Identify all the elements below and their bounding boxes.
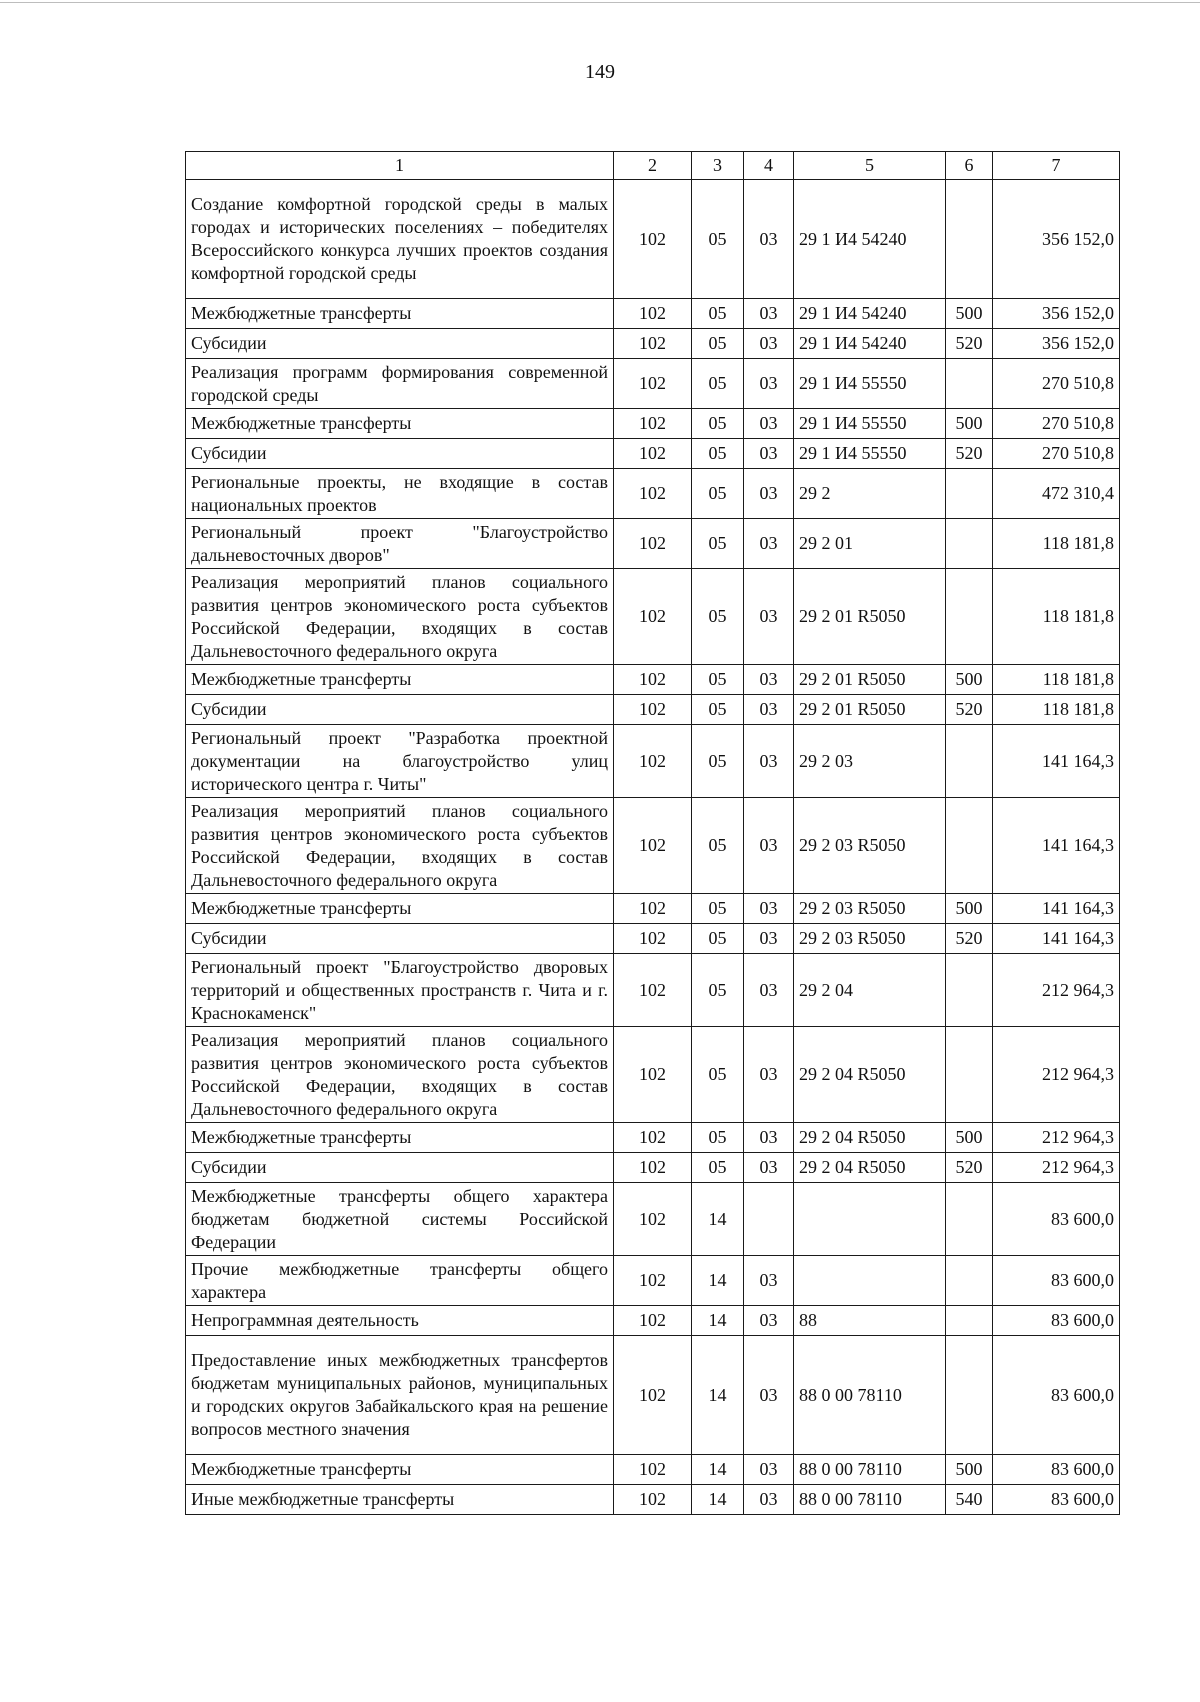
cell-code-6: 520 (946, 1153, 993, 1183)
cell-code-5: 29 2 (794, 469, 946, 519)
cell-code-3: 05 (692, 359, 744, 409)
table-row (186, 924, 1120, 954)
cell-code-5 (794, 1183, 946, 1256)
cell-amount: 83 600,0 (993, 1455, 1120, 1485)
cell-amount: 141 164,3 (993, 725, 1120, 798)
cell-code-6 (946, 519, 993, 569)
row-name: Непрограммная деятельность (186, 1306, 614, 1336)
cell-code-2: 102 (614, 954, 692, 1027)
cell-code-6 (946, 798, 993, 894)
header-col-2: 2 (614, 152, 692, 180)
cell-code-2: 102 (614, 1027, 692, 1123)
row-name: Межбюджетные трансферты (186, 299, 614, 329)
table-row (186, 1256, 1120, 1306)
cell-code-6: 500 (946, 894, 993, 924)
cell-amount: 83 600,0 (993, 1183, 1120, 1256)
cell-code-3: 05 (692, 924, 744, 954)
cell-code-5: 29 1 И4 54240 (794, 299, 946, 329)
cell-code-2: 102 (614, 299, 692, 329)
cell-code-4: 03 (744, 1153, 794, 1183)
table-row (186, 798, 1120, 894)
cell-amount: 83 600,0 (993, 1256, 1120, 1306)
cell-code-5: 29 2 03 R5050 (794, 894, 946, 924)
row-name: Субсидии (186, 439, 614, 469)
row-name: Создание комфортной городской среды в малых городах и исторических поселениях – победителях Всероссийского конкурса лучших проектов создания комфортной городской среды (186, 180, 614, 299)
table-row (186, 665, 1120, 695)
cell-amount: 356 152,0 (993, 180, 1120, 299)
cell-code-5: 88 0 00 78110 (794, 1485, 946, 1515)
cell-code-3: 05 (692, 329, 744, 359)
cell-amount: 270 510,8 (993, 359, 1120, 409)
cell-amount: 212 964,3 (993, 1153, 1120, 1183)
cell-code-2: 102 (614, 1123, 692, 1153)
table-row (186, 180, 1120, 299)
cell-code-5: 29 2 01 R5050 (794, 695, 946, 725)
cell-code-4: 03 (744, 180, 794, 299)
cell-code-2: 102 (614, 359, 692, 409)
cell-code-3: 05 (692, 469, 744, 519)
cell-code-4: 03 (744, 359, 794, 409)
cell-code-4: 03 (744, 1256, 794, 1306)
cell-code-3: 05 (692, 725, 744, 798)
cell-code-2: 102 (614, 665, 692, 695)
cell-code-6 (946, 725, 993, 798)
cell-code-3: 14 (692, 1455, 744, 1485)
table-row (186, 299, 1120, 329)
cell-code-3: 05 (692, 519, 744, 569)
cell-code-5: 88 0 00 78110 (794, 1336, 946, 1455)
cell-code-5: 29 2 01 R5050 (794, 569, 946, 665)
row-name: Реализация мероприятий планов социального развития центров экономического роста субъектов Российской Федерации, входящих в состав Дальневосточного федерального округа (186, 569, 614, 665)
cell-code-6 (946, 1027, 993, 1123)
cell-code-2: 102 (614, 519, 692, 569)
row-name: Субсидии (186, 695, 614, 725)
cell-code-5: 29 2 03 (794, 725, 946, 798)
cell-code-5: 29 1 И4 55550 (794, 409, 946, 439)
cell-code-6 (946, 954, 993, 1027)
cell-code-3: 05 (692, 439, 744, 469)
cell-code-4: 03 (744, 894, 794, 924)
row-name: Субсидии (186, 329, 614, 359)
cell-code-5: 29 2 03 R5050 (794, 798, 946, 894)
table-row (186, 1183, 1120, 1256)
cell-amount: 118 181,8 (993, 569, 1120, 665)
row-name: Реализация программ формирования современной городской среды (186, 359, 614, 409)
cell-code-4: 03 (744, 665, 794, 695)
row-name: Межбюджетные трансферты (186, 1455, 614, 1485)
cell-amount: 83 600,0 (993, 1485, 1120, 1515)
cell-amount: 212 964,3 (993, 1123, 1120, 1153)
cell-amount: 212 964,3 (993, 954, 1120, 1027)
cell-code-6 (946, 1336, 993, 1455)
table-row (186, 329, 1120, 359)
cell-code-2: 102 (614, 725, 692, 798)
table-row (186, 1306, 1120, 1336)
cell-amount: 270 510,8 (993, 409, 1120, 439)
header-col-4: 4 (744, 152, 794, 180)
table-row (186, 695, 1120, 725)
cell-code-3: 14 (692, 1336, 744, 1455)
cell-code-6: 500 (946, 665, 993, 695)
cell-code-3: 05 (692, 1027, 744, 1123)
cell-code-5: 29 2 01 (794, 519, 946, 569)
row-name: Прочие межбюджетные трансферты общего характера (186, 1256, 614, 1306)
cell-code-2: 102 (614, 1336, 692, 1455)
header-col-6: 6 (946, 152, 993, 180)
page-number: 149 (585, 61, 615, 83)
cell-code-3: 14 (692, 1485, 744, 1515)
cell-code-3: 05 (692, 180, 744, 299)
cell-code-3: 05 (692, 569, 744, 665)
table-row (186, 1153, 1120, 1183)
table-row (186, 954, 1120, 1027)
cell-amount: 118 181,8 (993, 665, 1120, 695)
row-name: Региональный проект "Благоустройство дальневосточных дворов" (186, 519, 614, 569)
table-row (186, 409, 1120, 439)
cell-code-6: 520 (946, 439, 993, 469)
row-name: Иные межбюджетные трансферты (186, 1485, 614, 1515)
cell-code-3: 05 (692, 1123, 744, 1153)
cell-code-2: 102 (614, 1153, 692, 1183)
row-name: Региональные проекты, не входящие в состав национальных проектов (186, 469, 614, 519)
header-col-5: 5 (794, 152, 946, 180)
cell-code-6: 520 (946, 695, 993, 725)
cell-code-3: 14 (692, 1306, 744, 1336)
row-name: Межбюджетные трансферты (186, 409, 614, 439)
table-row (186, 1027, 1120, 1123)
cell-code-3: 14 (692, 1256, 744, 1306)
table-row (186, 1336, 1120, 1455)
row-name: Межбюджетные трансферты общего характера бюджетам бюджетной системы Российской Федерации (186, 1183, 614, 1256)
row-name: Межбюджетные трансферты (186, 665, 614, 695)
cell-code-2: 102 (614, 798, 692, 894)
cell-code-4: 03 (744, 1455, 794, 1485)
cell-code-2: 102 (614, 329, 692, 359)
cell-code-4: 03 (744, 569, 794, 665)
cell-code-6 (946, 1306, 993, 1336)
table-body (186, 180, 1120, 1515)
table-row (186, 1485, 1120, 1515)
row-name: Предоставление иных межбюджетных трансфертов бюджетам муниципальных районов, муниципальных и городских округов Забайкальского края на решение вопросов местного значения (186, 1336, 614, 1455)
cell-code-5: 29 2 04 R5050 (794, 1027, 946, 1123)
cell-code-5: 29 2 01 R5050 (794, 665, 946, 695)
cell-code-3: 05 (692, 954, 744, 1027)
cell-code-4: 03 (744, 1123, 794, 1153)
cell-amount: 141 164,3 (993, 798, 1120, 894)
row-name: Межбюджетные трансферты (186, 894, 614, 924)
cell-code-5: 88 0 00 78110 (794, 1455, 946, 1485)
cell-code-5: 29 1 И4 55550 (794, 359, 946, 409)
cell-code-5: 29 2 04 (794, 954, 946, 1027)
row-name: Реализация мероприятий планов социального развития центров экономического роста субъектов Российской Федерации, входящих в состав Дальневосточного федерального округа (186, 1027, 614, 1123)
cell-amount: 118 181,8 (993, 695, 1120, 725)
cell-code-3: 05 (692, 299, 744, 329)
cell-code-4: 03 (744, 1027, 794, 1123)
cell-amount: 141 164,3 (993, 924, 1120, 954)
cell-code-2: 102 (614, 569, 692, 665)
cell-code-3: 05 (692, 695, 744, 725)
cell-code-4: 03 (744, 725, 794, 798)
cell-code-6: 500 (946, 1455, 993, 1485)
cell-code-2: 102 (614, 439, 692, 469)
row-name: Субсидии (186, 924, 614, 954)
cell-code-2: 102 (614, 894, 692, 924)
cell-code-5: 29 2 04 R5050 (794, 1153, 946, 1183)
cell-code-5: 29 1 И4 54240 (794, 329, 946, 359)
cell-code-2: 102 (614, 1485, 692, 1515)
cell-code-6 (946, 469, 993, 519)
cell-code-4: 03 (744, 439, 794, 469)
row-name: Межбюджетные трансферты (186, 1123, 614, 1153)
row-name: Реализация мероприятий планов социального развития центров экономического роста субъектов Российской Федерации, входящих в состав Дальневосточного федерального округа (186, 798, 614, 894)
cell-code-2: 102 (614, 695, 692, 725)
cell-amount: 83 600,0 (993, 1306, 1120, 1336)
cell-code-2: 102 (614, 1455, 692, 1485)
cell-code-4: 03 (744, 1306, 794, 1336)
cell-amount: 83 600,0 (993, 1336, 1120, 1455)
cell-code-6 (946, 569, 993, 665)
cell-code-5: 29 2 03 R5050 (794, 924, 946, 954)
cell-code-4: 03 (744, 329, 794, 359)
table-row (186, 725, 1120, 798)
cell-code-2: 102 (614, 924, 692, 954)
cell-amount: 356 152,0 (993, 329, 1120, 359)
cell-code-6 (946, 359, 993, 409)
cell-code-3: 05 (692, 894, 744, 924)
table-row (186, 469, 1120, 519)
cell-code-3: 05 (692, 798, 744, 894)
header-row (186, 152, 1120, 180)
cell-amount: 472 310,4 (993, 469, 1120, 519)
cell-amount: 118 181,8 (993, 519, 1120, 569)
cell-code-5: 29 1 И4 54240 (794, 180, 946, 299)
cell-amount: 270 510,8 (993, 439, 1120, 469)
cell-code-2: 102 (614, 180, 692, 299)
row-name: Субсидии (186, 1153, 614, 1183)
cell-code-5: 88 (794, 1306, 946, 1336)
cell-code-6: 500 (946, 409, 993, 439)
cell-code-4: 03 (744, 695, 794, 725)
cell-code-2: 102 (614, 1183, 692, 1256)
cell-code-2: 102 (614, 469, 692, 519)
table-row (186, 894, 1120, 924)
cell-amount: 356 152,0 (993, 299, 1120, 329)
cell-amount: 212 964,3 (993, 1027, 1120, 1123)
table-row (186, 439, 1120, 469)
cell-code-4: 03 (744, 299, 794, 329)
table-row (186, 1123, 1120, 1153)
table-header (186, 152, 1120, 180)
cell-code-4: 03 (744, 924, 794, 954)
cell-code-4: 03 (744, 798, 794, 894)
cell-code-5: 29 1 И4 55550 (794, 439, 946, 469)
top-rule (0, 2, 1200, 3)
cell-code-6: 500 (946, 1123, 993, 1153)
cell-code-2: 102 (614, 409, 692, 439)
cell-code-6: 520 (946, 329, 993, 359)
cell-code-4: 03 (744, 469, 794, 519)
header-col-1: 1 (186, 152, 614, 180)
cell-code-6: 540 (946, 1485, 993, 1515)
header-col-3: 3 (692, 152, 744, 180)
cell-code-3: 14 (692, 1183, 744, 1256)
cell-code-4: 03 (744, 519, 794, 569)
row-name: Региональный проект "Благоустройство дворовых территорий и общественных пространств г. Чита и г. Краснокаменск" (186, 954, 614, 1027)
cell-code-3: 05 (692, 1153, 744, 1183)
budget-table (185, 151, 1120, 1515)
cell-code-6: 500 (946, 299, 993, 329)
cell-code-4: 03 (744, 409, 794, 439)
cell-code-6 (946, 180, 993, 299)
cell-code-5 (794, 1256, 946, 1306)
cell-code-4: 03 (744, 1336, 794, 1455)
cell-code-6: 520 (946, 924, 993, 954)
cell-code-4: 03 (744, 1485, 794, 1515)
cell-code-4 (744, 1183, 794, 1256)
table-row (186, 359, 1120, 409)
cell-code-5: 29 2 04 R5050 (794, 1123, 946, 1153)
cell-code-3: 05 (692, 409, 744, 439)
cell-code-4: 03 (744, 954, 794, 1027)
cell-code-3: 05 (692, 665, 744, 695)
table-row (186, 569, 1120, 665)
header-col-7: 7 (993, 152, 1120, 180)
cell-code-6 (946, 1256, 993, 1306)
row-name: Региональный проект "Разработка проектной документации на благоустройство улиц исторического центра г. Читы" (186, 725, 614, 798)
cell-code-6 (946, 1183, 993, 1256)
cell-amount: 141 164,3 (993, 894, 1120, 924)
cell-code-2: 102 (614, 1306, 692, 1336)
table-row (186, 519, 1120, 569)
table-row (186, 1455, 1120, 1485)
cell-code-2: 102 (614, 1256, 692, 1306)
